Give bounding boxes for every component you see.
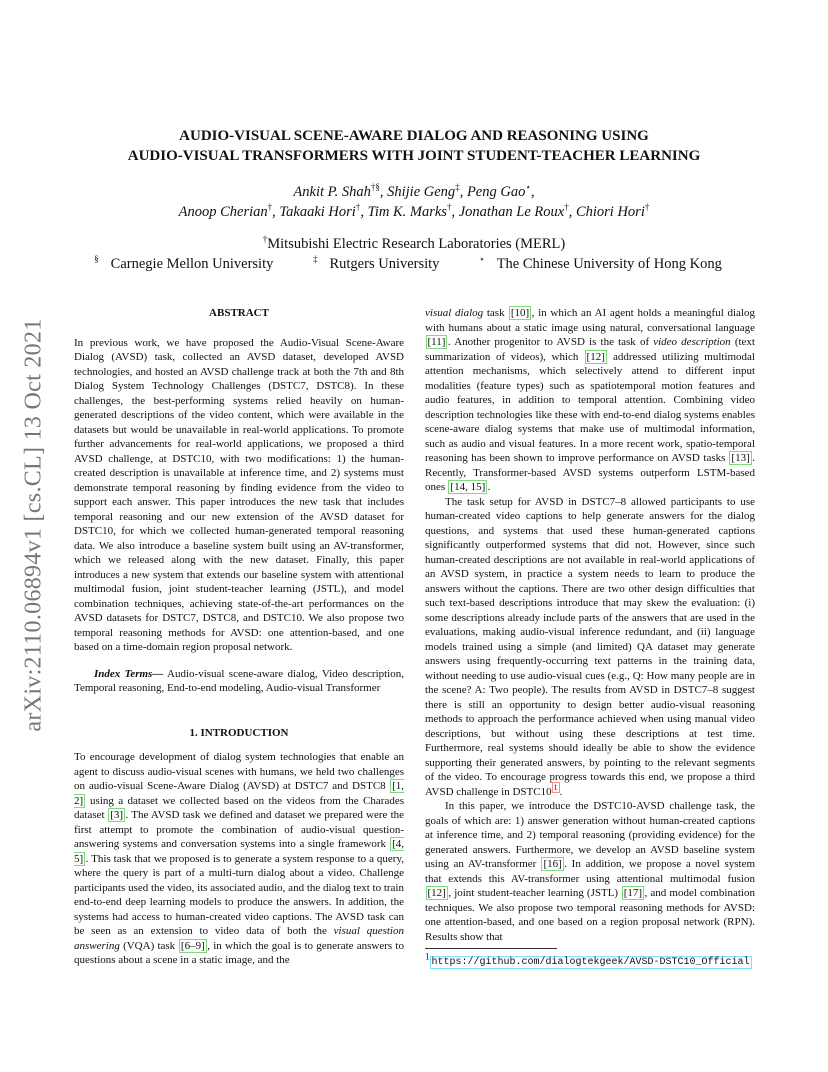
footnote-rule <box>425 948 557 949</box>
introduction-heading: 1. INTRODUCTION <box>189 726 289 739</box>
index-terms: Index Terms— Audio-visual scene-aware dialog, Video description, Temporal reasoning, End-to-end modeling, Audio-visual Transformer <box>74 667 404 694</box>
affiliation-merl: Mitsubishi Electric Research Laboratories (MERL) <box>267 236 566 252</box>
citation-link[interactable]: [3] <box>110 809 124 821</box>
author: Tim K. Marks <box>367 204 447 220</box>
author: Takaaki Hori <box>279 204 356 220</box>
affiliation-row-1: †Mitsubishi Electric Research Laboratories (MERL) <box>262 234 566 252</box>
body-paragraph: In this paper, we introduce the DSTC10-AVSD challenge task, the goals of which are: 1) answer generation without human-created captions at inference time, and 2) temporal reasoning (providing evidence) for the generated answers. Furthermore, we develop an AVSD baseline system using an AV-transformer [16] . In addition, we propose a novel system that extends this AV-transformer using attentional multimodal fusion [12] , joint student-teacher learning (JSTL) [17] , and model combination techniques. We also propose two temporal reasoning methods for AVSD: one attention-based, and one based on a region proposal network (RPN). Results show that <box>425 800 756 943</box>
title-line-1: AUDIO-VISUAL SCENE-AWARE DIALOG AND REASONING USING <box>179 128 649 144</box>
affiliation-row-2 <box>60 254 768 274</box>
author: Anoop Cherian <box>178 204 268 220</box>
footnote <box>425 951 765 969</box>
author-list <box>60 182 768 222</box>
title-line-2: AUDIO-VISUAL TRANSFORMERS WITH JOINT STUDENT-TEACHER LEARNING <box>127 148 701 164</box>
right-column <box>425 306 755 944</box>
citation-link[interactable]: [13] <box>731 452 750 464</box>
author: Peng Gao <box>466 184 526 200</box>
introduction-paragraph: To encourage development of dialog system technologies that enable an agent to discuss audio-visual scenes with humans, we held two challenges on audio-visual Scene-Aware Dialog (AVSD) at DSTC7 and DSTC8 [1, 2] using a dataset we collected based on the videos from the Charades dataset [3] . The AVSD task we defined and dataset we prepared were the first attempt to promote the combination of audio-visual question-answering systems and conversation systems into a single framework [4, 5] . This task that we proposed is to generate a system response to a query, where the query is part of a multi-turn dialog about a video. Challenge participants used the video, its associated audio, and the dialog text to train end-to-end deep learning models to produce the answers. In addition, the systems had access to human-created video captions. The AVSD task can be seen as an extension to video data of both the visual question answering (VQA) task [6–9] , in which the goal is to generate answers to questions about a scene in a static image, and the <box>74 751 405 966</box>
citation-link[interactable]: [1, 2] <box>74 780 404 807</box>
citation-link[interactable]: [4, 5] <box>74 838 404 865</box>
footnote-number: 1 <box>425 951 430 962</box>
author: Ankit P. Shah <box>293 184 371 200</box>
arxiv-stamp: arXiv:2110.06894v1 [cs.CL] 13 Oct 2021 <box>20 318 47 732</box>
citation-link[interactable]: [10] <box>510 307 530 319</box>
index-terms-label: Index Terms— <box>94 667 164 680</box>
footnote-url-link[interactable]: https://github.com/dialogtekgeek/AVSD-DSTC10_Official <box>431 957 750 968</box>
affiliation-cuhk: ⋆ The Chinese University of Hong Kong <box>479 254 722 272</box>
citation-link[interactable]: [6–9] <box>180 939 205 952</box>
citation-link[interactable]: [16] <box>543 858 562 870</box>
left-column <box>74 306 404 968</box>
paper-title <box>60 126 768 166</box>
body-paragraph: visual dialog task [10] , in which an AI agent holds a meaningful dialog with humans about a static image using natural, conversational language [11] . Another progenitor to AVSD is the task of video description (text summarization of videos), which [12] addressed utilizing multimodal attention mechanisms, which selectively attend to different input modalities (feature types) such as spatiotemporal motion features and audio features, in addition to temporal attention. Combining video description technologies like these with end-to-end dialog systems enables scene-aware dialog systems that make use of multimodal information, such as audio and visual features. In a more recent work, spatio-temporal reasoning has been shown to improve performance on AVSD tasks [13] . Recently, Transformer-based AVSD systems outperform LSTM-based ones [14, 15] . <box>425 307 755 493</box>
author-row-2: Anoop Cherian†, Takaaki Hori†, Tim K. Marks†, Jonathan Le Roux†, Chiori Hori† <box>178 202 650 220</box>
citation-link[interactable]: [12] <box>427 887 446 899</box>
body-paragraph: The task setup for AVSD in DSTC7–8 allowed participants to use human-created video captions to help generate answers for the dialog questions, and systems that used these human-generated captions significantly outperformed systems that did not. However, since such human-created descriptions are not available in real-world applications of an AVSD system, in practice a system needs to learn to produce the answers without the captions. There are two other design difficulties that such text-based descriptions introduce that may skew the evaluation: (i) some descriptions already include parts of the answers that are used in the evaluations, making audio-visual inference redundant, and (ii) language models trained using a simple (and limited) QA dataset may generate answers using frequently-occurring text patterns in the training data, without needing to use audio-visual cues (e.g., Q: How many people are in the scene? A: Two people). The results from AVSD in DSTC7–8 suggest there is still an opportunity to design better audio-visual reasoning methods to approach the performance achieved when using manual video descriptions, but without using these descriptions at test time. Furthermore, real systems should ideally be able to show the evidence supporting their generated answers, by pointing to the relevant segments of the video. To encourage progress towards this end, we propose a third AVSD challenge in DSTC10 $^1$ . <box>425 495 755 798</box>
citation-link[interactable]: [11] <box>427 336 446 348</box>
abstract-text: In previous work, we have proposed the Audio-Visual Scene-Aware Dialog (AVSD) task, collected an AVSD dataset, developed AVSD technologies, and hosted an AVSD challenge track at both the 7th and 8th Dialog System Technology Challenges (DSTC7, DSTC8). In these challenges, the best-performing systems relied heavily on human-generated descriptions of the video content, which were available in the datasets but would be unavailable in real-world applications. To promote further advancements for real-world applications, we proposed a third AVSD challenge, at DSTC10, with two modifications: 1) the human-created description is unavailable at inference time, and 2) systems must demonstrate temporal reasoning by finding evidence from the video to support each answer. This paper introduces the new task that includes temporal reasoning and our new extension of the AVSD dataset for DSTC10, for which we collected human-generated temporal reasoning data. We also introduce a baseline system built using an AV-transformer, which we released along with the new dataset. Finally, this paper introduces a new system that extends our baseline system with attentional multimodal fusion, joint student-teacher learning (JSTL), and model combination techniques, achieving state-of-the-art performances on the AVSD datasets for DSTC7, DSTC8, and DSTC10. We also propose two temporal reasoning methods for AVSD: one attention-based, and one based on a time-domain region proposal network. <box>74 336 404 653</box>
footnote-mark[interactable]: 1 <box>553 782 558 792</box>
author-row-1: Ankit P. Shah†§, Shijie Geng‡, Peng Gao⋆, <box>293 182 535 200</box>
citation-link[interactable]: [14, 15] <box>450 481 486 493</box>
citation-link[interactable]: [17] <box>623 887 643 899</box>
author: Chiori Hori <box>575 204 645 220</box>
affiliations <box>60 234 768 274</box>
author: Shijie Geng <box>387 184 456 200</box>
affiliation-rutgers: ‡ Rutgers University <box>312 254 440 272</box>
citation-link[interactable]: [12] <box>586 350 605 363</box>
author: Jonathan Le Roux <box>458 204 565 220</box>
affiliation-cmu: § Carnegie Mellon University <box>94 254 274 272</box>
abstract-heading: ABSTRACT <box>209 307 269 319</box>
